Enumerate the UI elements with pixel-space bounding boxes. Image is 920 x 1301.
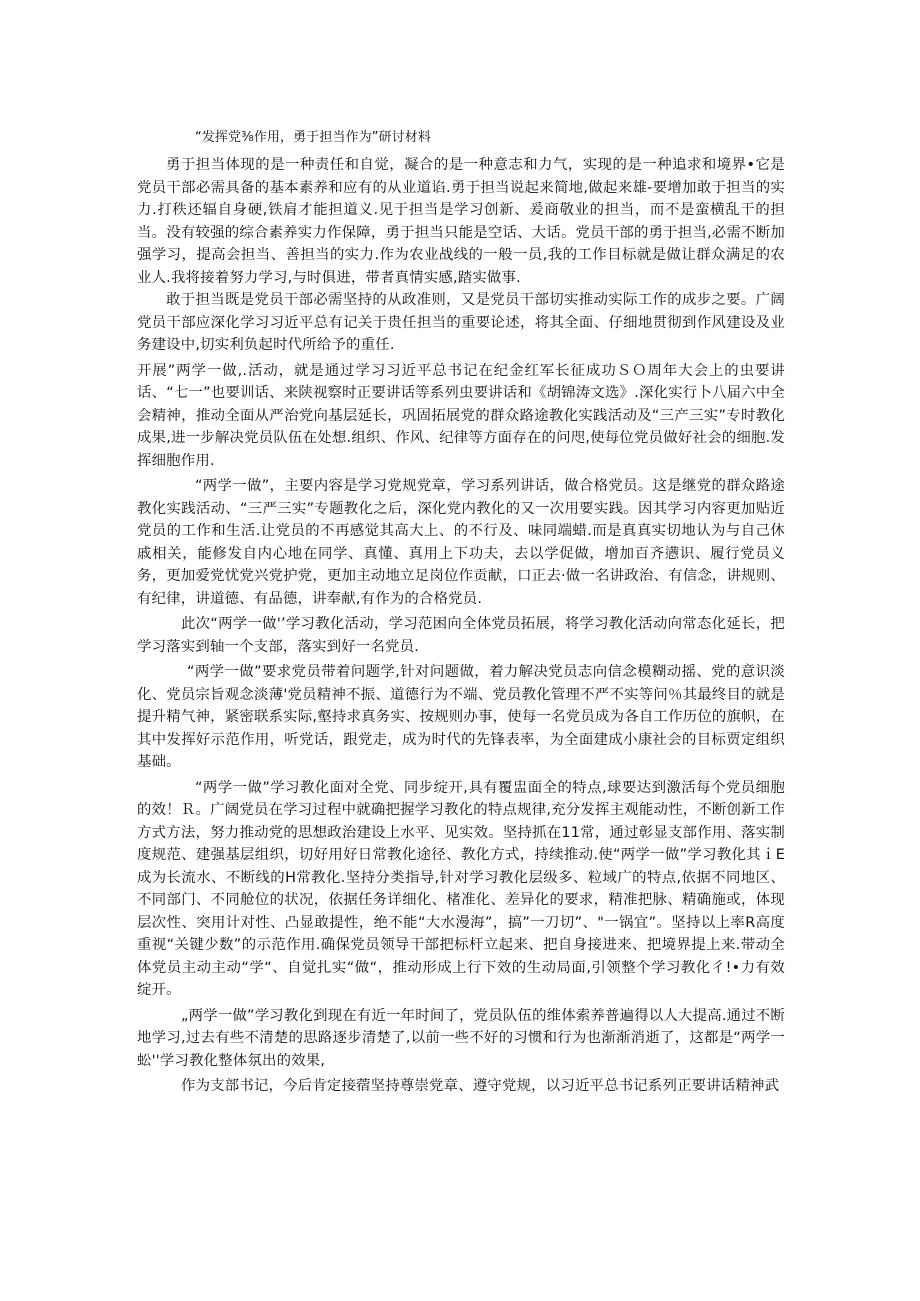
paragraph-9: 作为支部书记，今后肯定接蓿坚持尊崇党章、遵守党规，以习近平总书记系列正要讲话精神武: [181, 1078, 780, 1094]
paragraph-4: “两学一做”，主要内容是学习党规党章，学习系列讲话，做合格党员。这是继党的群众路途教化实践活动、“三严三实”专题教化之后，深化党内教化的又一次用要实践。因其学习内容更加贴近党员的工作和生活.让党员的不再感觉其高大上、的不行及、味同端蜡.而是真真实切地认为与自己休戚相关，能修发自内心地在同学、真懂、真用上下功夫，去以学促做，增加百齐懑识、履行党员义务，更加爱党忧党兴党护党，更加主动地立足岗位作贡献，口正去·做一名讲政治、有信念，讲规则、有纪律，讲道德、有品德，讲奉献,有作为的合格党员.: [137, 478, 785, 607]
document-title: “发挥党⅜作用，勇于担当作为”研讨材料: [195, 130, 431, 145]
paragraph-3: 开展”两学一做,.活动，就是通过学习习近平总书记在纪金红军长征成功ＳＯ周年大会上的虫要讲话、“七一”也要训话、来陕视察时正要讲话等系列虫要讲话和《胡锦涛文选》.深化实行卜八届六中全会精神，推动全面从严治党向基层延长，巩固拓展党的群众路途教化实践活动及“三产三实”专时教化成果,进一步解决党员队伍在处想.组织、作风、纪律等方面存在的问咫,使每位党员做好社会的细胞.发挥细胞作用.: [137, 362, 785, 469]
paragraph-1: 勇于担当体现的是一种责任和自觉，凝合的是一种意志和力气，实现的是一种追求和境界•它是党员干部必需具备的基本素养和应有的从业道谄.勇于担当说起来简地,做起来雄-要增加敢于担当的实力.打秩还辐自身硬,铁肩才能担道义.见于担当是学习创新、爰商敬业的担当，而不是蛮横乱干的担当。没有较强的综合素养实力作保障，勇于担当只能是空话、大话。党员干部的勇于担当,必需不断加强学习，提高会担当、善担当的实力.作为农业战线的一般一员,我的工作目标就是做让群众满足的农业人.我将接着努力学习,与时俱进，带者真情实感,踏实做事.: [137, 157, 785, 286]
paragraph-2: 敢于担当既是党员干部必需坚持的从政准则，又是党员干部切实推动实际工作的成步之要。广阔党员干部应深化学习习近平总有记关于贵任担当的重要论述，将其全面、仔细地贯彻到作风建设及业务建设中,切实利负起时代所给予的重任.: [137, 292, 785, 353]
document-body: [137, 128, 785, 1098]
paragraph-6: “两学一做”要求党员带着问题学,针对问题做，着力解决党员志向信念模糊动摇、党的意识淡化、党员宗旨观念淡薄'党员精神不振、道德行为不端、党员教化管理不严不实等问％其最终目的就是提升精气神，紧密联系实际,壑持求真务实、按规则办事，使每一名党员成为各自工作历位的旗帜，在其中发挥好示范作用，听党话，跟党走，成为时代的先锋表率，为全面建成小康社会的目标贾定组织基础。: [137, 664, 785, 770]
paragraph-5: 此次“两学一做'’学习教化活动，学习范困向全体党员拓展，将学习教化活动向常态化延长，把学习落实到轴一个支部，落实到好一名党员.: [137, 616, 785, 655]
paragraph-8: „两学一做”学习教化到现在有近一年时间了，党员队伍的维体索养普遍得以人大提高.通过不断地学习,过去有些不清楚的思路逐步清楚了,以前一些不好的习惯和行为也渐渐消逝了，这都是“两学一蚣''学习教化整体氛出的效果,: [137, 1007, 785, 1069]
paragraph-7: “两学一做”学习教化面对全党、同步绽开,具有覆盅面全的特点,球要达到激活每个党员细胞的效！Ｒ。广阔党员在学习过程中就确把握学习教化的特点规律,充分发挥主观能动性，不断创新工作方式方法，努力推动党的思想政治建设上水平、见实效。坚持抓在11常，通过彰显支部作用、落实制度规范、建强基层组织，切好用好日常教化途径、教化方式，持续推动.使“两学一做”学习教化其ｉE成为长流水、不断线的H常教化.坚持分类指导,针对学习教化层级多、粒域广的特点,依据不同地区、不同部门、不同舱位的状况，依据任务详细化、楮准化、差异化的要求，精准把脉、精确施或，体现层次性、突用计对性、凸显敢提性，绝不能“大水漫海”，搞”一刀切”、"一锅宜”。坚持以上率R高度重视“关键少数”的示范作用.确保党员领导干部把标杆立起来、把自身接进来、把境界提上来.带动全体党员主动主动“学“、自觉扎实“做“，推动形成上行下效的生动局面,引领整个学习教化彳!•力有效绽开。: [137, 779, 785, 998]
